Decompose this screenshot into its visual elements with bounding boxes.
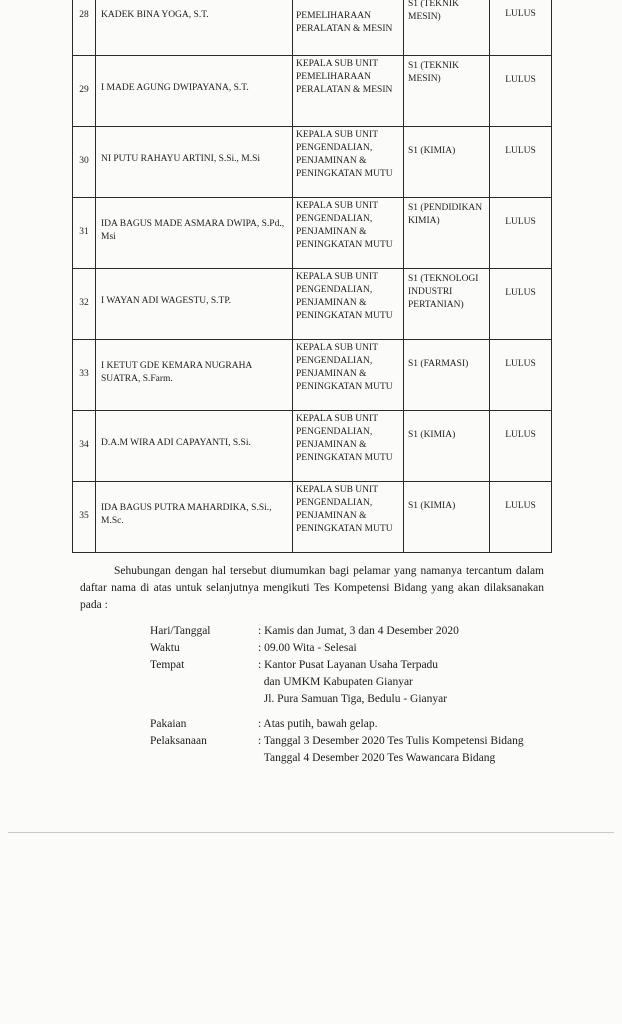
position: PEMELIHARAAN PERALATAN & MESIN [296, 11, 393, 34]
results-table [72, 0, 552, 553]
qualification: S1 (TEKNIK MESIN) [408, 0, 459, 22]
schedule-place-line: : Kantor Pusat Layanan Usaha Terpadu [258, 659, 439, 671]
qualification: S1 (TEKNOLOGI INDUSTRI PERTANIAN) [408, 274, 479, 310]
status: LULUS [505, 75, 536, 85]
qualification: S1 (PENDIDIKAN KIMIA) [408, 203, 483, 226]
position: KEPALA SUB UNIT PENGENDALIAN, PENJAMINAN & PENINGKATAN MUTU [296, 272, 393, 321]
announcement-text: Sehubungan dengan hal tersebut diumumkan bagi pelamar yang namanya tercantum dalam daftar nama di atas untuk selanjutnya mengikuti Tes Kompetensi Bidang yang akan dilaksanakan pada : [80, 565, 544, 611]
position: KEPALA SUB UNIT PENGENDALIAN, PENJAMINAN & PENINGKATAN MUTU [296, 485, 393, 534]
table-row [73, 340, 552, 411]
row-number: 29 [79, 85, 89, 95]
qualification: S1 (KIMIA) [408, 501, 456, 511]
applicant-name: IDA BAGUS MADE ASMARA DWIPA, S.Pd., Msi [101, 219, 285, 242]
schedule-place-line: Jl. Pura Samuan Tiga, Bedulu - Gianyar [263, 693, 448, 705]
qualification: S1 (FARMASI) [408, 359, 469, 369]
schedule-time-value: : 09.00 Wita - Selesai [258, 642, 357, 654]
status: LULUS [505, 217, 536, 227]
applicant-name: KADEK BINA YOGA, S.T. [101, 10, 209, 20]
row-number: 32 [79, 298, 89, 308]
status: LULUS [505, 146, 536, 156]
table-row [73, 411, 552, 482]
schedule-date-label: Hari/Tanggal [150, 625, 211, 637]
applicant-name: D.A.M WIRA ADI CAPAYANTI, S.Si. [101, 438, 251, 448]
position: KEPALA SUB UNIT PENGENDALIAN, PENJAMINAN & PENINGKATAN MUTU [296, 130, 393, 179]
status: LULUS [505, 359, 536, 369]
table-row [73, 269, 552, 340]
schedule-execution-value [258, 733, 558, 767]
row-number: 34 [79, 440, 89, 450]
schedule-date-value: : Kamis dan Jumat, 3 dan 4 Desember 2020 [258, 625, 459, 637]
row-number: 35 [79, 511, 89, 521]
row-number: 28 [79, 10, 89, 20]
qualification: S1 (KIMIA) [408, 146, 456, 156]
table-row [73, 198, 552, 269]
applicant-name: IDA BAGUS PUTRA MAHARDIKA, S.Si., M.Sc. [101, 503, 272, 526]
schedule-place-value [258, 657, 558, 708]
position: KEPALA SUB UNIT PEMELIHARAAN PERALATAN & MESIN [296, 59, 393, 95]
row-number: 30 [79, 156, 89, 166]
status: LULUS [505, 430, 536, 440]
schedule-execution-line: : Tanggal 3 Desember 2020 Tes Tulis Kompetensi Bidang [258, 735, 524, 747]
status: LULUS [505, 288, 536, 298]
qualification: S1 (TEKNIK MESIN) [408, 61, 459, 84]
schedule-block [150, 623, 558, 767]
table-row [73, 56, 552, 127]
applicant-name: I MADE AGUNG DWIPAYANA, S.T. [101, 83, 249, 93]
position: KEPALA SUB UNIT PENGENDALIAN, PENJAMINAN & PENINGKATAN MUTU [296, 201, 393, 250]
schedule-place-label: Tempat [150, 659, 185, 671]
status: LULUS [505, 501, 536, 511]
qualification: S1 (KIMIA) [408, 430, 456, 440]
row-number: 31 [79, 227, 89, 237]
schedule-dress-value: : Atas putih, bawah gelap. [258, 718, 378, 730]
row-number: 33 [79, 369, 89, 379]
position: KEPALA SUB UNIT PENGENDALIAN, PENJAMINAN & PENINGKATAN MUTU [296, 343, 393, 392]
schedule-place-line: dan UMKM Kabupaten Gianyar [263, 676, 413, 688]
schedule-execution-label: Pelaksanaan [150, 735, 207, 747]
page-fold-line [8, 832, 614, 833]
announcement-paragraph [80, 563, 544, 614]
schedule-dress-label: Pakaian [150, 718, 187, 730]
table-row [73, 482, 552, 553]
schedule-execution-line: Tanggal 4 Desember 2020 Tes Wawancara Bidang [263, 752, 496, 764]
table-row [73, 0, 552, 56]
status: LULUS [505, 9, 536, 19]
schedule-time-label: Waktu [150, 642, 180, 654]
applicant-name: NI PUTU RAHAYU ARTINI, S.Si., M.Si [101, 154, 261, 164]
applicant-name: I KETUT GDE KEMARA NUGRAHA SUATRA, S.Farm. [101, 361, 252, 384]
position: KEPALA SUB UNIT PENGENDALIAN, PENJAMINAN & PENINGKATAN MUTU [296, 414, 393, 463]
table-row [73, 127, 552, 198]
applicant-name: I WAYAN ADI WAGESTU, S.TP. [101, 296, 231, 306]
